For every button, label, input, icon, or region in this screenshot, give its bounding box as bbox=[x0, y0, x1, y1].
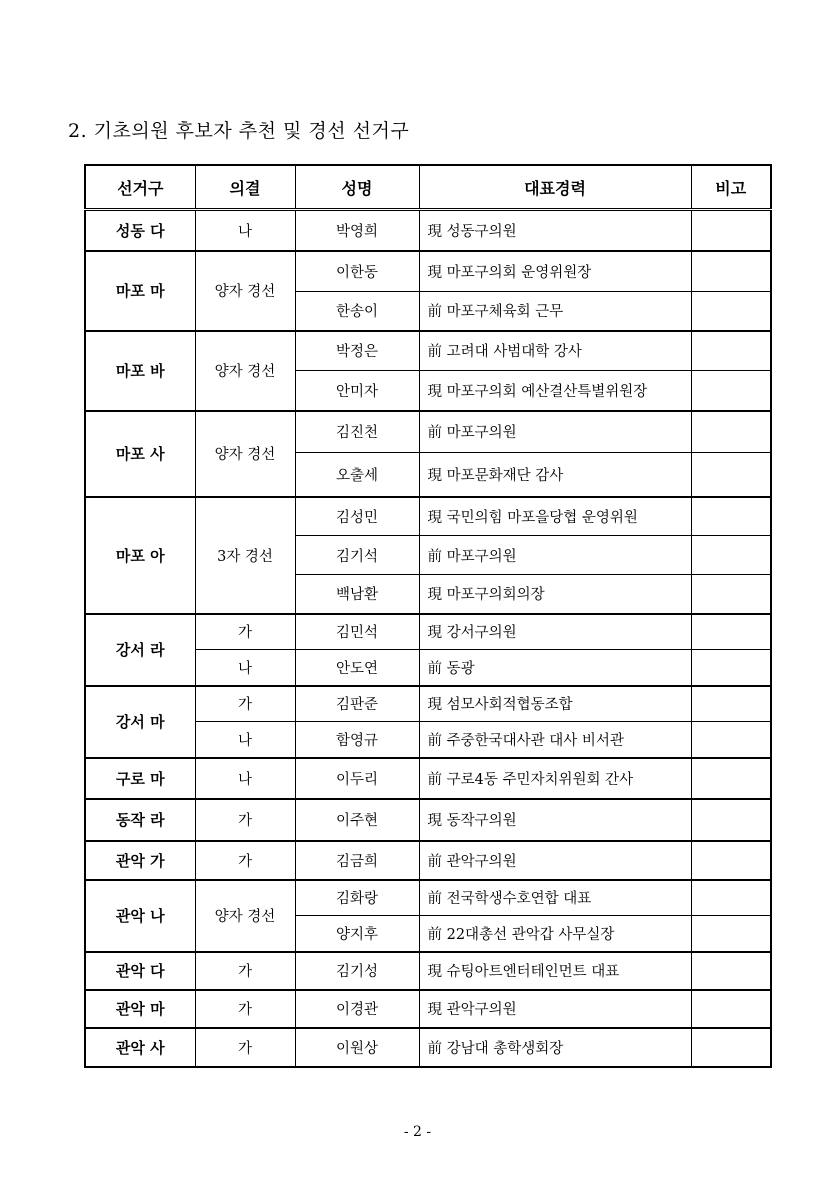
section-title: 2. 기초의원 후보자 추천 및 경선 선거구 bbox=[68, 120, 410, 142]
career-cell: 前 강남대 총학생회장 bbox=[419, 1028, 691, 1067]
career-cell: 前 관악구의원 bbox=[419, 841, 691, 880]
career-cell: 前 22대총선 관악갑 사무실장 bbox=[419, 916, 691, 952]
career-cell: 現 마포구의회의장 bbox=[419, 575, 691, 614]
remarks-cell bbox=[691, 1028, 771, 1067]
remarks-cell bbox=[691, 841, 771, 880]
table-row bbox=[85, 686, 771, 722]
decision-cell: 가 bbox=[195, 799, 295, 841]
remarks-cell bbox=[691, 210, 771, 251]
remarks-cell bbox=[691, 536, 771, 575]
name-cell: 박정은 bbox=[295, 331, 419, 371]
district-cell: 강서 라 bbox=[85, 614, 195, 686]
name-cell: 오출세 bbox=[295, 453, 419, 497]
name-cell: 안도연 bbox=[295, 650, 419, 686]
table-row bbox=[85, 880, 771, 916]
name-cell: 김민석 bbox=[295, 614, 419, 650]
career-cell: 前 전국학생수호연합 대표 bbox=[419, 880, 691, 916]
career-cell: 現 마포문화재단 감사 bbox=[419, 453, 691, 497]
remarks-cell bbox=[691, 722, 771, 758]
district-cell: 관악 사 bbox=[85, 1028, 195, 1067]
table-row bbox=[85, 1028, 771, 1067]
name-cell: 이원상 bbox=[295, 1028, 419, 1067]
decision-cell: 가 bbox=[195, 614, 295, 650]
name-cell: 김진천 bbox=[295, 411, 419, 453]
col-header-decision: 의결 bbox=[195, 165, 295, 210]
career-cell: 前 마포구의원 bbox=[419, 411, 691, 453]
district-cell: 마포 바 bbox=[85, 331, 195, 411]
decision-cell: 가 bbox=[195, 841, 295, 880]
career-cell: 前 마포구의원 bbox=[419, 536, 691, 575]
remarks-cell bbox=[691, 497, 771, 536]
table-row bbox=[85, 614, 771, 650]
name-cell: 김금희 bbox=[295, 841, 419, 880]
remarks-cell bbox=[691, 758, 771, 799]
table-row bbox=[85, 952, 771, 990]
career-cell: 現 강서구의원 bbox=[419, 614, 691, 650]
remarks-cell bbox=[691, 331, 771, 371]
remarks-cell bbox=[691, 371, 771, 411]
col-header-district: 선거구 bbox=[85, 165, 195, 210]
table-row bbox=[85, 758, 771, 799]
remarks-cell bbox=[691, 880, 771, 916]
table-header-row bbox=[85, 165, 771, 210]
name-cell: 김판준 bbox=[295, 686, 419, 722]
decision-cell: 양자 경선 bbox=[195, 880, 295, 952]
name-cell: 김화랑 bbox=[295, 880, 419, 916]
name-cell: 이한동 bbox=[295, 251, 419, 292]
decision-cell: 양자 경선 bbox=[195, 251, 295, 331]
career-cell: 現 동작구의원 bbox=[419, 799, 691, 841]
table-row bbox=[85, 497, 771, 536]
career-cell: 現 관악구의원 bbox=[419, 990, 691, 1028]
remarks-cell bbox=[691, 411, 771, 453]
decision-cell: 가 bbox=[195, 990, 295, 1028]
name-cell: 김성민 bbox=[295, 497, 419, 536]
name-cell: 이두리 bbox=[295, 758, 419, 799]
name-cell: 안미자 bbox=[295, 371, 419, 411]
remarks-cell bbox=[691, 292, 771, 331]
table-row bbox=[85, 841, 771, 880]
remarks-cell bbox=[691, 799, 771, 841]
table-row bbox=[85, 210, 771, 251]
decision-cell: 가 bbox=[195, 952, 295, 990]
career-cell: 前 주중한국대사관 대사 비서관 bbox=[419, 722, 691, 758]
table-row bbox=[85, 411, 771, 453]
table-row bbox=[85, 990, 771, 1028]
career-cell: 前 구로4동 주민자치위원회 간사 bbox=[419, 758, 691, 799]
district-cell: 관악 나 bbox=[85, 880, 195, 952]
district-cell: 동작 라 bbox=[85, 799, 195, 841]
district-cell: 관악 다 bbox=[85, 952, 195, 990]
col-header-career: 대표경력 bbox=[419, 165, 691, 210]
career-cell: 前 동광 bbox=[419, 650, 691, 686]
col-header-remarks: 비고 bbox=[691, 165, 771, 210]
name-cell: 이경관 bbox=[295, 990, 419, 1028]
name-cell: 백남환 bbox=[295, 575, 419, 614]
name-cell: 양지후 bbox=[295, 916, 419, 952]
remarks-cell bbox=[691, 614, 771, 650]
district-cell: 마포 사 bbox=[85, 411, 195, 497]
district-cell: 구로 마 bbox=[85, 758, 195, 799]
career-cell: 現 마포구의회 운영위원장 bbox=[419, 251, 691, 292]
decision-cell: 나 bbox=[195, 758, 295, 799]
remarks-cell bbox=[691, 916, 771, 952]
remarks-cell bbox=[691, 251, 771, 292]
career-cell: 現 섬모사회적협동조합 bbox=[419, 686, 691, 722]
district-cell: 관악 가 bbox=[85, 841, 195, 880]
table-row bbox=[85, 251, 771, 292]
remarks-cell bbox=[691, 990, 771, 1028]
decision-cell: 나 bbox=[195, 722, 295, 758]
district-cell: 관악 마 bbox=[85, 990, 195, 1028]
name-cell: 김기석 bbox=[295, 536, 419, 575]
decision-cell: 3자 경선 bbox=[195, 497, 295, 614]
district-cell: 마포 아 bbox=[85, 497, 195, 614]
table-row bbox=[85, 799, 771, 841]
name-cell: 함영규 bbox=[295, 722, 419, 758]
decision-cell: 가 bbox=[195, 686, 295, 722]
remarks-cell bbox=[691, 952, 771, 990]
remarks-cell bbox=[691, 575, 771, 614]
decision-cell: 양자 경선 bbox=[195, 331, 295, 411]
decision-cell: 나 bbox=[195, 650, 295, 686]
remarks-cell bbox=[691, 453, 771, 497]
career-cell: 前 마포구체육회 근무 bbox=[419, 292, 691, 331]
name-cell: 박영희 bbox=[295, 210, 419, 251]
decision-cell: 양자 경선 bbox=[195, 411, 295, 497]
district-cell: 강서 마 bbox=[85, 686, 195, 758]
page-number: - 2 - bbox=[403, 1124, 432, 1140]
district-cell: 마포 마 bbox=[85, 251, 195, 331]
career-cell: 現 마포구의회 예산결산특별위원장 bbox=[419, 371, 691, 411]
name-cell: 한송이 bbox=[295, 292, 419, 331]
candidate-table bbox=[84, 164, 772, 1068]
decision-cell: 가 bbox=[195, 1028, 295, 1067]
career-cell: 前 고려대 사범대학 강사 bbox=[419, 331, 691, 371]
table-row bbox=[85, 331, 771, 371]
decision-cell: 나 bbox=[195, 210, 295, 251]
career-cell: 現 국민의힘 마포을당협 운영위원 bbox=[419, 497, 691, 536]
name-cell: 김기성 bbox=[295, 952, 419, 990]
name-cell: 이주현 bbox=[295, 799, 419, 841]
career-cell: 現 성동구의원 bbox=[419, 210, 691, 251]
district-cell: 성동 다 bbox=[85, 210, 195, 251]
career-cell: 現 슈팅아트엔터테인먼트 대표 bbox=[419, 952, 691, 990]
remarks-cell bbox=[691, 686, 771, 722]
col-header-name: 성명 bbox=[295, 165, 419, 210]
remarks-cell bbox=[691, 650, 771, 686]
